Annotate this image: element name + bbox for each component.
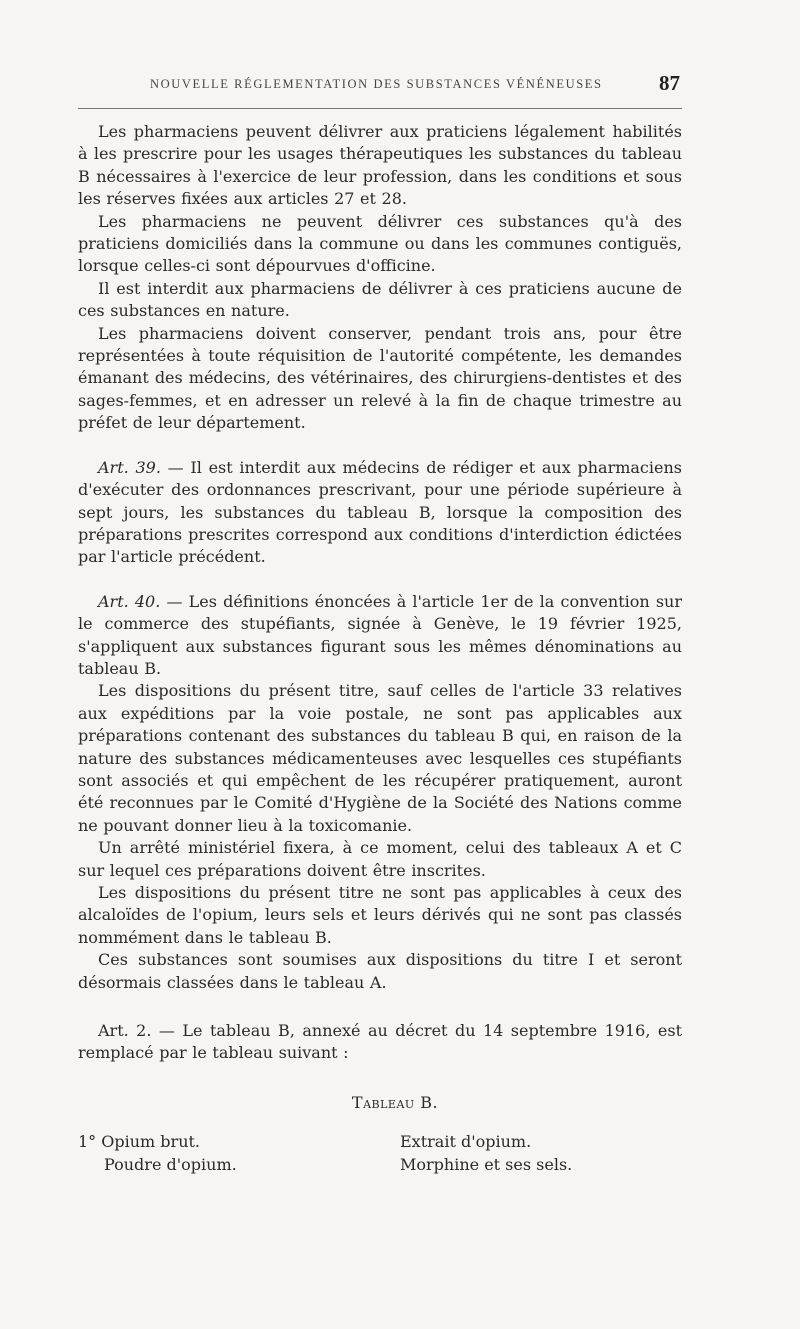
tableau-title-rest: ableau B. xyxy=(363,1092,439,1112)
tableau-right-column xyxy=(360,1130,682,1176)
tableau-entry: Extrait d'opium. xyxy=(400,1131,532,1151)
paragraph: Les pharmaciens ne peuvent délivrer ces substances qu'à des praticiens domiciliés dans la commune ou dans les communes contiguës, lorsque celles-ci sont dépourvues d'officine. xyxy=(78,211,682,276)
paragraph: Il est interdit aux pharmaciens de délivrer à ces praticiens aucune de ces substances en nature. xyxy=(78,278,682,321)
article-39 xyxy=(78,457,682,569)
paragraph: Ces substances sont soumises aux dispositions du titre I et seront désormais classées dans le tableau A. xyxy=(78,950,682,992)
paragraph: Les pharmaciens peuvent délivrer aux praticiens légalement habilités à les prescrire pour les usages thérapeutiques les substances du tableau B nécessaires à l'exercice de leur profession, dans les conditions et sous les réserves fixées aux articles 27 et 28. xyxy=(78,122,682,209)
paragraph: Un arrêté ministériel fixera, à ce moment, celui des tableaux A et C sur lequel ces préparations doivent être inscrites. xyxy=(78,838,682,880)
page-header xyxy=(78,73,682,101)
tableau-title xyxy=(78,1093,682,1112)
article-40-text: — Les définitions énoncées à l'article 1er de la convention sur le commerce des stupéfiants, signée à Genève, le 19 février 1925, s'appliquent aux substances figurant sous les mêmes dénominations au tableau B. xyxy=(78,591,683,678)
paragraph: Les dispositions du présent titre, sauf celles de l'article 33 relatives aux expéditions par la voie postale, ne sont pas applicables aux préparations contenant des substances du tableau B qui, en raison de la nature des substances médicamenteuses avec lesquelles ces stupéfiants sont associés et qui empêchent de les récupérer pratiquement, auront été reconnues par le Comité d'Hygiène de la Société des Nations comme ne pouvant donner lieu à la toxicomanie. xyxy=(78,681,682,835)
running-title: NOUVELLE RÉGLEMENTATION DES SUBSTANCES VÉNÉNEUSES xyxy=(150,77,603,91)
article-39-label: Art. 39. xyxy=(98,457,161,477)
tableau-entry: Poudre d'opium. xyxy=(104,1154,237,1174)
tableau-left-column xyxy=(78,1130,360,1176)
article-2: Art. 2. — Le tableau B, annexé au décret du 14 septembre 1916, est remplacé par le tableau suivant : xyxy=(78,1021,682,1063)
tableau-entry: 1° Opium brut. xyxy=(78,1131,201,1151)
paragraph: Les dispositions du présent titre ne sont pas applicables à ceux des alcaloïdes de l'opium, leurs sels et leurs dérivés qui ne sont pas classés nommément dans le tableau B. xyxy=(78,883,682,947)
tableau-b xyxy=(78,1130,682,1176)
article-40-label: Art. 40. xyxy=(98,591,161,611)
page-number: 87 xyxy=(659,71,680,95)
header-rule xyxy=(78,108,682,109)
article-40 xyxy=(78,591,682,681)
article-39-text: — Il est interdit aux médecins de rédiger et aux pharmaciens d'exécuter des ordonnances prescrivant, pour une période supérieure à sept jours, les substances du tableau B, lorsque la composition des préparations prescrites correspond aux conditions d'interdiction édictées par l'article précédent. xyxy=(78,457,682,567)
tableau-title-initial: T xyxy=(351,1092,364,1112)
paragraph: Les pharmaciens doivent conserver, pendant trois ans, pour être représentées à toute réquisition de l'autorité compétente, les demandes émanant des médecins, des vétérinaires, des chirurgiens-dentistes et des sages-femmes, et en adresser un relevé à la fin de chaque trimestre au préfet de leur département. xyxy=(78,323,682,433)
body-text xyxy=(78,121,682,1176)
tableau-entry: Morphine et ses sels. xyxy=(400,1154,573,1174)
